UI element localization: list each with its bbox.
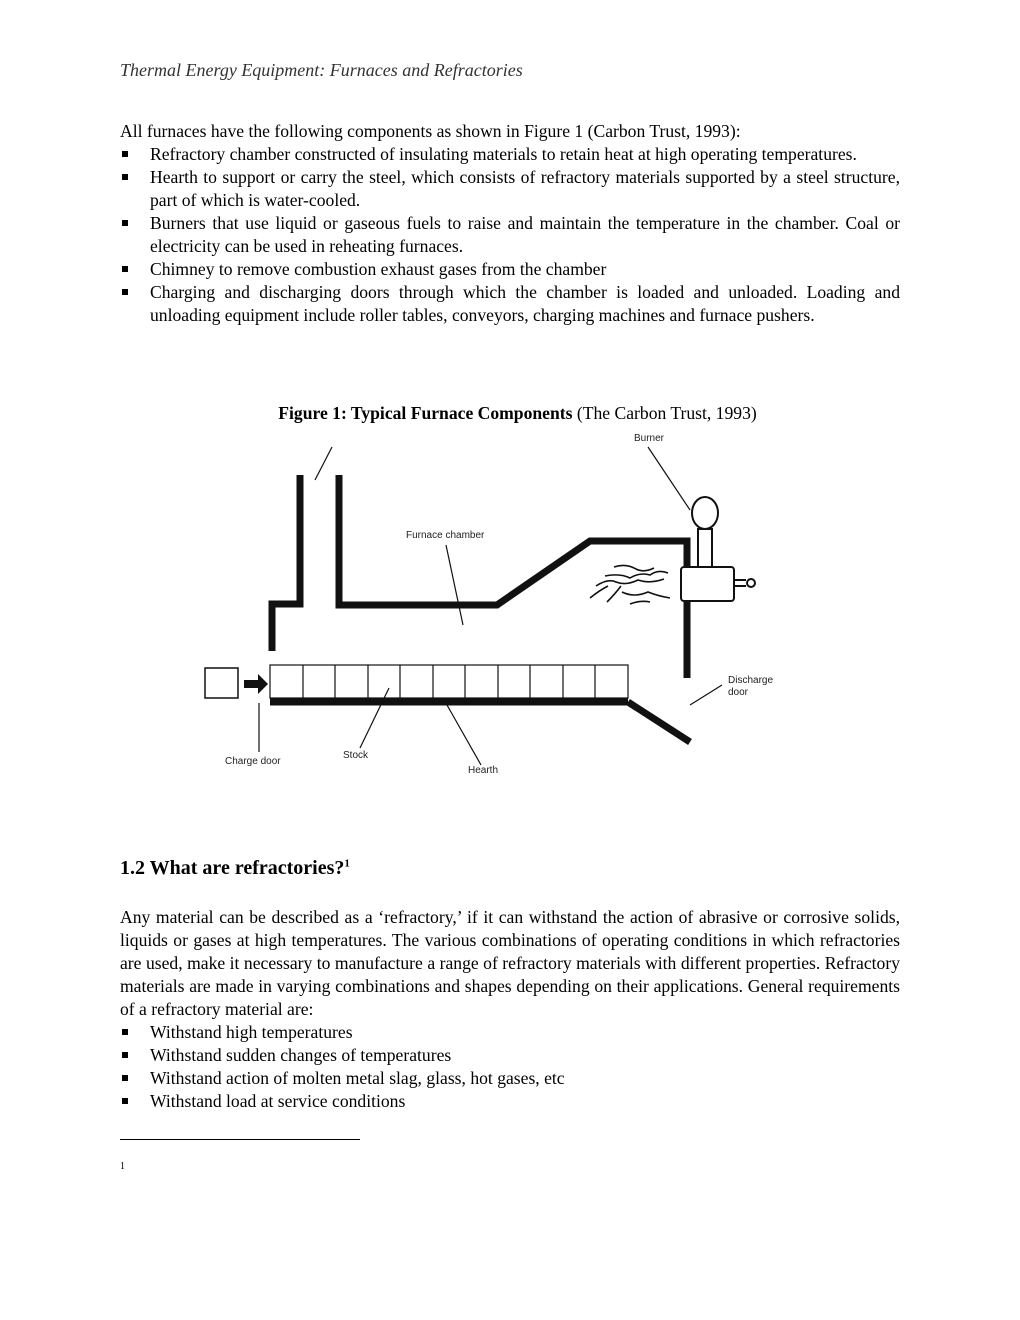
chamber-pointer [446,545,463,625]
list-item-text: Withstand high temperatures [150,1022,353,1042]
hearth-pointer [447,705,481,765]
list-item [120,1067,900,1090]
stock-row [270,665,628,698]
discharge-pointer [690,685,722,705]
stock-pointer [360,688,389,748]
burner-pipe [698,529,712,567]
running-header: Thermal Energy Equipment: Furnaces and Refractories [120,60,523,80]
chimney-left-wall [272,475,300,651]
list-item-text: Withstand action of molten metal slag, glass, hot gases, etc [150,1068,565,1088]
list-item-text: Withstand load at service conditions [150,1091,406,1111]
requirements-list [120,1021,900,1113]
figure-caption-title: Figure 1: Typical Furnace Components [278,403,573,423]
list-item-text: Chimney to remove combustion exhaust gases from the chamber [150,259,607,279]
bullet-icon [122,1029,128,1035]
label-burner: Burner [634,433,665,444]
label-discharge-door-2: door [728,687,749,698]
label-stock: Stock [343,750,369,761]
section-heading [120,857,350,880]
label-discharge-door: Discharge [728,675,774,686]
feed-arrow-icon [244,674,268,694]
flame-icon [590,565,670,604]
section-title: 1.2 What are refractories? [120,857,345,879]
list-item [120,1090,900,1113]
chimney-pointer [315,447,332,480]
list-item [120,1021,900,1044]
discharge-slope [628,702,690,742]
bullet-icon [122,1098,128,1104]
burner-knob [747,579,755,587]
label-charge-door: Charge door [225,756,281,767]
burner-pointer [648,447,690,510]
list-item [120,1044,900,1067]
list-item-text: Withstand sudden changes of temperatures [150,1045,452,1065]
intro-text: All furnaces have the following components as shown in Figure 1 (Carbon Trust, 1993): [120,121,741,141]
footnote-ref[interactable]: 1 [344,857,350,870]
list-item-text: Charging and discharging doors through which the chamber is loaded and unloaded. Loading and unloading equipment include roller tables, conveyors, charging machines and furnace pushers. [150,282,900,325]
label-furnace-chamber: Furnace chamber [406,530,485,541]
label-hearth: Hearth [468,765,499,776]
chamber-roof [339,475,687,605]
bullet-icon [122,1052,128,1058]
footnote-number: 1 [120,1161,125,1172]
burner-housing [681,567,734,601]
list-item-text: Refractory chamber constructed of insulating materials to retain heat at high operating temperatures. [150,144,857,164]
refractories-section [120,906,900,1113]
refractories-paragraph: Any material can be described as a ‘refractory,’ if it can withstand the action of abrasive or corrosive solids, liquids or gases at high temperatures. The various combinations of operating conditions in which refractories are used, make it necessary to manufacture a range of refractory materials with different properties. Refractory materials are made in varying combinations and shapes depending on their applications. General requirements of a refractory material are: [120,907,900,1019]
incoming-stock [205,668,238,698]
footnote-divider [120,1139,360,1140]
list-item-text: Hearth to support or carry the steel, which consists of refractory materials supported by a steel structure, part of which is water-cooled. [150,167,900,210]
bullet-icon [122,1075,128,1081]
figure-caption-source: (The Carbon Trust, 1993) [572,403,757,423]
burner-fan [692,497,718,529]
list-item-text: Burners that use liquid or gaseous fuels to raise and maintain the temperature in the chamber. Coal or electricity can be used in reheating furnaces. [150,213,900,256]
